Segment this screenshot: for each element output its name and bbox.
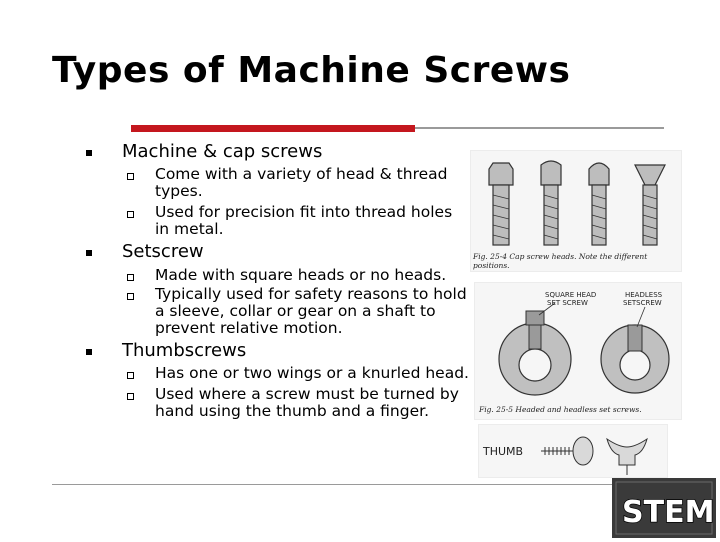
- thumb-screw-illustration: [479, 425, 667, 477]
- stem-logo-text: STEM: [622, 495, 715, 530]
- title-accent-bar: [131, 125, 415, 132]
- sub-bullet-text: Has one or two wings or a knurled head.: [155, 364, 469, 382]
- thumb-screw-figure: [478, 424, 668, 478]
- sub-bullet-text: Used for precision fit into thread holes in metal.: [155, 203, 453, 238]
- hollow-square-bullet-icon: [127, 274, 134, 281]
- set-screw-illustration: [475, 283, 681, 419]
- hollow-square-bullet-icon: [127, 173, 134, 180]
- stem-logo: [612, 478, 716, 538]
- sub-bullet: [84, 365, 470, 382]
- bullet-thumbscrews: [84, 340, 470, 362]
- hollow-square-bullet-icon: [127, 393, 134, 400]
- cap-screw-illustration: [471, 151, 681, 271]
- set-screw-figure: [474, 282, 682, 420]
- sub-bullet-text: Come with a variety of head & thread types.: [155, 165, 448, 200]
- sub-bullet: [84, 386, 470, 420]
- slide-title: Types of Machine Screws: [52, 50, 571, 91]
- hollow-square-bullet-icon: [127, 372, 134, 379]
- bullet-heading: Thumbscrews: [122, 340, 247, 361]
- hollow-square-bullet-icon: [127, 293, 134, 300]
- cap-screw-figure: [470, 150, 682, 272]
- square-bullet-icon: [86, 250, 92, 256]
- bullet-list: [84, 140, 470, 420]
- sub-bullet-text: Typically used for safety reasons to hold a sleeve, collar or gear on a shaft to prevent relative motion.: [155, 285, 467, 337]
- cap-screw-caption: Fig. 25-4 Cap screw heads. Note the different: [473, 252, 648, 261]
- bottom-divider: [52, 484, 664, 485]
- bullet-heading: Setscrew: [122, 241, 204, 262]
- square-bullet-icon: [86, 349, 92, 355]
- bullet-heading: Machine & cap screws: [122, 141, 323, 162]
- set-screw-caption: Fig. 25-5 Headed and headless set screws.: [479, 405, 642, 414]
- thumb-label: THUMB: [483, 445, 524, 458]
- sub-bullet: [84, 166, 470, 200]
- sub-bullet-text: Made with square heads or no heads.: [155, 266, 447, 284]
- sub-bullet: [84, 204, 470, 238]
- square-head-label: SQUARE HEAD: [545, 291, 597, 299]
- bullet-machine-cap-screws: [84, 141, 470, 163]
- headless-label: HEADLESS: [625, 291, 663, 299]
- square-bullet-icon: [86, 150, 92, 156]
- hollow-square-bullet-icon: [127, 211, 134, 218]
- cap-screw-caption-cont: positions.: [473, 261, 510, 270]
- bullet-setscrew: [84, 241, 470, 263]
- sub-bullet-text: Used where a screw must be turned by hand using the thumb and a finger.: [155, 385, 459, 420]
- sub-bullet: [84, 267, 470, 284]
- sub-bullet: [84, 286, 470, 337]
- stem-logo-icon: [612, 478, 716, 538]
- headless-label-line2: SETSCREW: [623, 299, 662, 307]
- square-head-label-line2: SET SCREW: [547, 299, 588, 307]
- title-divider: [415, 127, 664, 129]
